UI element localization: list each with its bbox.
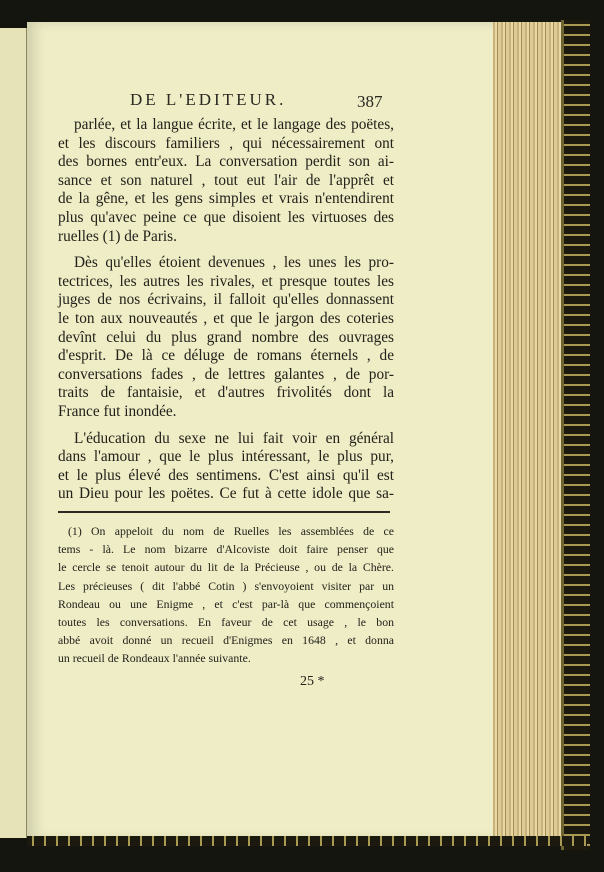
- page-edges: [493, 22, 561, 840]
- text-line: d'esprit. De là ce déluge de romans éternels , de: [58, 347, 394, 365]
- footnote-rule: [58, 511, 390, 513]
- text-line: juges de nos écrivains, il falloit qu'elles donnassent: [58, 291, 394, 309]
- text-line: dans l'amour , que le plus intéressant, le plus pur,: [58, 448, 394, 466]
- footnote-line: abbé avoit donné un recueil d'Enigmes en 1648 , et donna: [58, 633, 394, 648]
- text-line: parlée, et la langue écrite, et le langage des poëtes,: [74, 116, 394, 133]
- footnote-line: Les précieuses ( dit l'abbé Cotin ) s'envoyoient visiter par un: [58, 578, 394, 593]
- footnote: [58, 522, 394, 668]
- text-line: le ton aux nouveautés , et que le jargon des coteries: [58, 309, 394, 327]
- signature-mark: 25 *: [300, 674, 325, 689]
- paragraph: [58, 254, 394, 421]
- footnote-line: toutes les conversations. En faveur de cet usage , le bon: [58, 614, 394, 629]
- running-title: DE L'EDITEUR.: [130, 90, 287, 109]
- decorative-bottom-border: [27, 836, 587, 846]
- page-number: 387: [357, 92, 383, 111]
- left-page-edge: [0, 28, 27, 838]
- text-line: ruelles (1) de Paris.: [58, 227, 177, 245]
- text-line: de la gêne, et les gens simples et vrais n'entendirent: [58, 190, 394, 208]
- paragraph: [58, 116, 394, 246]
- body-text: [58, 116, 394, 504]
- text-line: des bornes entr'eux. La conversation perdit son ai-: [58, 153, 394, 171]
- text-line: et les discours familiers , qui nécessairement ont: [58, 134, 394, 152]
- footnote-line: tems - là. Le nom bizarre d'Alcoviste doit faire penser que: [58, 542, 394, 557]
- decorative-binding-border: [561, 20, 590, 850]
- text-line: traits de fantaisie, et d'autres frivolités dont la: [58, 384, 394, 402]
- text-line: L'éducation du sexe ne lui fait voir en général: [74, 429, 394, 447]
- text-line: tectrices, les autres les rivales, et presque toutes les: [58, 272, 394, 290]
- text-line: sance et son naturel , tout eut l'air de l'apprêt et: [58, 171, 394, 189]
- footnote-line: Rondeau ou une Enigme , et c'est par-là que commençoient: [58, 596, 394, 611]
- text-line: Dès qu'elles étoient devenues , les unes les pro-: [74, 254, 394, 272]
- text-line: un Dieu pour les poëtes. Ce fut à cette idole que sa-: [58, 485, 394, 503]
- text-line: conversations fades , de lettres galantes , de por-: [58, 365, 394, 383]
- footnote-line: un recueil de Rondeaux l'année suivante.: [58, 651, 251, 666]
- footnote-line: le cercle se tenoit autour du lit de la Précieuse , ou de la Chère.: [58, 560, 394, 575]
- text-line: plus qu'avec peine ce que disoient les virtuoses des: [58, 208, 394, 226]
- footnote-line: (1) On appeloit du nom de Ruelles les assemblées de ce: [68, 524, 394, 538]
- text-line: France fut inondée.: [58, 402, 177, 420]
- paragraph: [58, 430, 394, 504]
- text-line: et le plus élevé des sentimens. C'est ainsi qu'il est: [58, 466, 394, 484]
- text-line: devînt celui du plus grand nombre des ouvrages: [58, 328, 394, 346]
